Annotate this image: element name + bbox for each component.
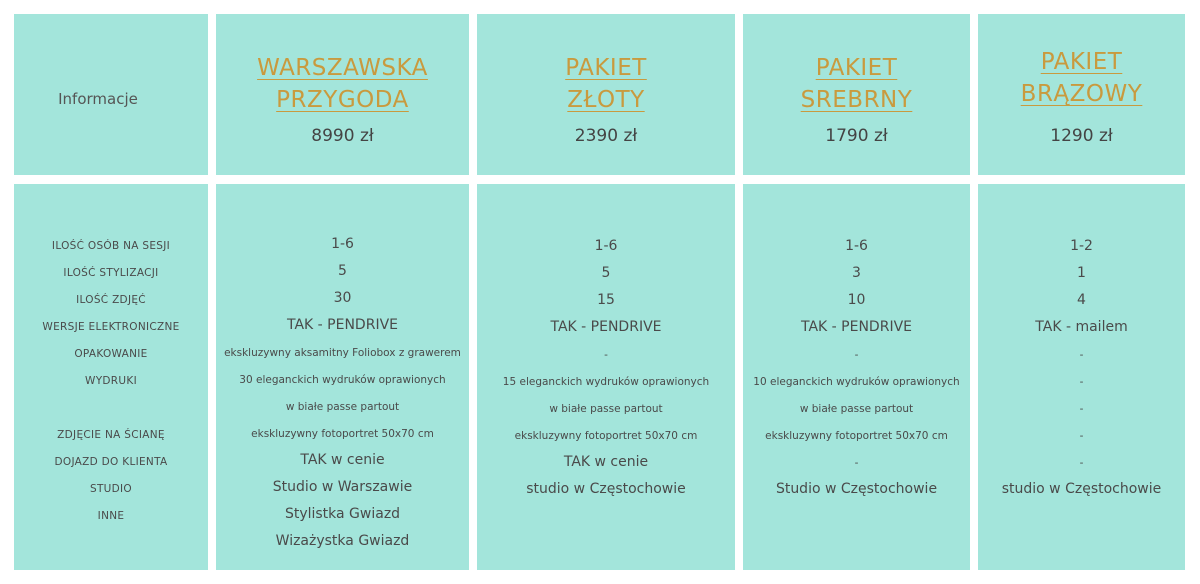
package-title-link[interactable] [257,52,428,116]
row-label-other: INNE [97,510,125,522]
value-styles: 3 [852,265,861,281]
row-label-prints: WYDRUKI [85,375,137,387]
value-prints: 15 eleganckich wydruków oprawionych [502,376,710,388]
package-title-link[interactable] [1021,46,1143,110]
package-title-line1: WARSZAWSKA [257,55,428,81]
package-header-srebrny [743,14,970,175]
value-photos: 10 [847,292,866,308]
value-studio: studio w Częstochowie [526,481,686,497]
package-price: 8990 zł [311,126,374,146]
value-photos: 15 [597,292,615,308]
row-labels-cell [14,184,208,570]
package-price: 2390 zł [574,126,638,146]
value-packaging: - [1079,349,1084,361]
value-people: 1-6 [331,236,354,252]
package-title-line2: BRĄZOWY [1020,81,1143,107]
value-styles: 5 [601,265,611,281]
value-wall-photo: ekskluzywny fotoportret 50x70 cm [514,430,698,442]
value-electronic: TAK - mailem [1035,319,1128,335]
value-electronic: TAK - PENDRIVE [550,319,662,335]
value-prints: - [1079,376,1084,388]
value-people: 1-6 [845,238,868,254]
row-label-studio: STUDIO [89,483,132,495]
value-photos: 30 [333,290,352,306]
row-label-people: ILOŚĆ OSÓB NA SESJI [51,240,171,252]
info-header-label: Informacje [58,90,138,108]
package-title-line2: PRZYGODA [276,87,409,113]
value-people: 1-6 [594,238,618,254]
value-styles: 5 [338,263,347,279]
info-header-cell [14,14,208,175]
package-details-srebrny [743,184,970,570]
package-header-warszawska [216,14,469,175]
package-details-warszawska [216,184,469,570]
value-other: Stylistka Gwiazd [284,506,401,522]
value-electronic: TAK - PENDRIVE [287,317,398,333]
value-styles: 1 [1077,265,1086,281]
package-details-brazowy [978,184,1185,570]
package-title-line1: PAKIET [565,55,647,81]
row-label-packaging: OPAKOWANIE [74,348,148,360]
package-header-brazowy [978,14,1185,175]
value-studio: Studio w Częstochowie [775,481,938,497]
value-travel: - [854,457,859,469]
row-label-electronic: WERSJE ELEKTRONICZNE [42,321,180,333]
value-packaging: ekskluzywny aksamitny Foliobox z grawerem [224,347,461,359]
value-studio: studio w Częstochowie [1001,481,1162,497]
package-title-link[interactable] [565,52,647,116]
value-wall-photo: ekskluzywny fotoportret 50x70 cm [251,428,434,440]
package-price: 1790 zł [825,126,888,146]
package-header-zloty [477,14,735,175]
value-packaging: - [604,349,608,361]
value-people: 1-2 [1070,238,1093,254]
package-title-line2: SREBRNY [800,87,913,113]
value-photos: 4 [1077,292,1086,308]
package-price: 1290 zł [1050,126,1113,146]
value-wall-photo: ekskluzywny fotoportret 50x70 cm [765,430,948,442]
row-label-photos: ILOŚĆ ZDJĘĆ [76,294,146,306]
package-title-line1: PAKIET [1040,49,1123,75]
value-prints-2: - [1079,403,1084,415]
row-label-wall-photo: ZDJĘCIE NA ŚCIANĘ [57,429,165,441]
value-travel: - [1079,457,1084,469]
value-prints: 10 eleganckich wydruków oprawionych [753,376,960,388]
value-packaging: - [854,349,859,361]
row-label-travel: DOJAZD DO KLIENTA [54,456,168,468]
package-details-zloty [477,184,735,570]
value-prints-2: w białe passe partout [799,403,914,415]
package-title-link[interactable] [801,52,913,116]
value-studio: Studio w Warszawie [272,479,413,495]
package-title-line2: ZŁOTY [567,87,645,113]
value-prints: 30 eleganckich wydruków oprawionych [239,374,446,386]
value-prints-2: w białe passe partout [549,403,663,415]
value-electronic: TAK - PENDRIVE [801,319,912,335]
value-prints-2: w białe passe partout [285,401,400,413]
value-wall-photo: - [1079,430,1084,442]
value-travel: TAK w cenie [563,454,649,470]
row-label-styles: ILOŚĆ STYLIZACJI [63,267,159,279]
value-travel: TAK w cenie [300,452,385,468]
value-other-2: Wizażystka Gwiazd [275,533,410,549]
package-title-line1: PAKIET [815,55,898,81]
